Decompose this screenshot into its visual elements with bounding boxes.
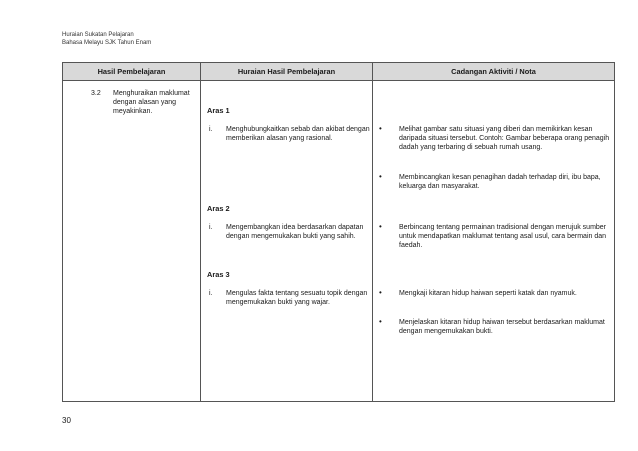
level-3-text: Mengulas fakta tentang sesuatu topik dengan mengemukakan bukti yang wajar. [226,290,368,306]
column-header-suggested-activities: Cadangan Aktiviti / Nota [373,63,615,81]
column-header-outcome-description: Huraian Hasil Pembelajaran [201,63,373,81]
learning-outcome-number: 3.2 [91,90,101,97]
level-2-title: Aras 2 [207,204,230,213]
activity-4-text: Mengkaji kitaran hidup haiwan seperti katak dan nyamuk. [399,290,577,297]
bullet-icon: • [379,288,382,297]
activity-2-text: Membincangkan kesan penagihan dadah terhadap diri, ibu bapa, keluarga dan masyarakat. [399,174,601,190]
bullet-icon: • [379,124,382,133]
learning-outcome-text: Menghuraikan maklumat dengan alasan yang meyakinkan. [113,90,190,115]
level-2-numeral: i. [209,224,213,231]
level-1-text: Menghubungkaitkan sebab dan akibat dengan memberikan alasan yang rasional. [226,126,370,142]
page-number: 30 [62,416,71,425]
level-3-title: Aras 3 [207,270,230,279]
activity-5-text: Menjelaskan kitaran hidup haiwan tersebut berdasarkan maklumat dengan mengemukakan bukti. [399,319,605,335]
suggested-activities-cell [373,81,615,402]
level-1-title: Aras 1 [207,106,230,115]
document-header [62,31,151,47]
level-3-numeral: i. [209,290,213,297]
bullet-icon: • [379,172,382,181]
table-header-row [63,63,615,81]
bullet-icon: • [379,222,382,231]
column-header-learning-outcome: Hasil Pembelajaran [63,63,201,81]
level-2-text: Mengembangkan idea berdasarkan dapatan dengan mengemukakan bukti yang sahih. [226,224,364,240]
activity-3-text: Berbincang tentang permainan tradisional dengan merujuk sumber untuk mendapatkan maklumat tentang asal usul, cara bermain dan faedah. [399,224,607,249]
learning-outcome-cell [63,81,201,402]
syllabus-table [62,62,615,402]
bullet-icon: • [379,317,382,326]
header-line-2: Bahasa Melayu SJK Tahun Enam [62,40,152,46]
table-row [63,81,615,402]
activity-1-text: Melihat gambar satu situasi yang diberi dan memikirkan kesan daripada situasi tersebut. Contoh: Gambar beberapa orang penagih dadah yang terbaring di sebuah rumah usang. [399,126,610,151]
level-1-numeral: i. [209,126,213,133]
outcome-description-cell [201,81,373,402]
header-line-1: Huraian Sukatan Pelajaran [62,32,134,38]
